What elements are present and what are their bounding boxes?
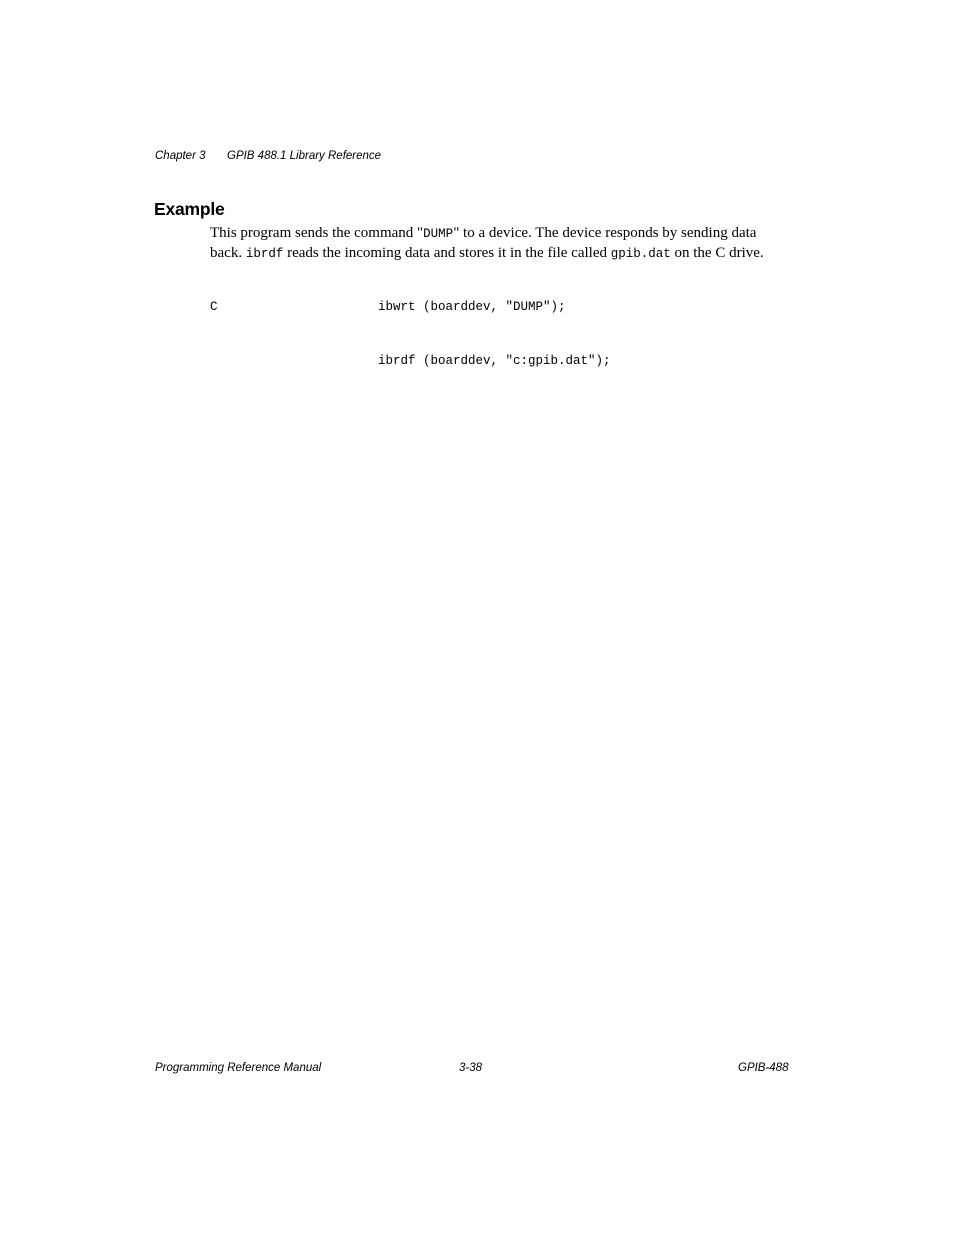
- section-heading-example: Example: [154, 199, 225, 219]
- code-line: ibrdf (boarddev, "c:gpib.dat");: [378, 354, 611, 368]
- inline-code-ibrdf: ibrdf: [245, 247, 284, 261]
- text-run: back.: [210, 245, 246, 261]
- code-line: ibwrt (boarddev, "DUMP");: [378, 300, 566, 314]
- text-run: reads the incoming data and stores it in the file called: [283, 245, 611, 261]
- example-description: [210, 224, 800, 264]
- inline-code-dump: DUMP: [423, 227, 454, 241]
- inline-code-filename: gpib.dat: [610, 247, 671, 261]
- code-row-2: [210, 352, 611, 370]
- text-run: " to a device. The device responds by sending data: [453, 225, 757, 241]
- chapter-label: Chapter 3: [155, 150, 206, 162]
- footer-product-name: GPIB-488: [738, 1062, 789, 1074]
- code-row-1: [210, 298, 611, 316]
- footer-manual-title: Programming Reference Manual: [155, 1062, 322, 1074]
- text-run: on the C drive.: [670, 245, 764, 261]
- text-run: This program sends the command ": [210, 225, 424, 241]
- footer-page-number: 3-38: [459, 1062, 483, 1074]
- description-line-2: [210, 244, 800, 264]
- running-header: [155, 150, 381, 162]
- code-language-label: C: [210, 300, 218, 314]
- chapter-title: GPIB 488.1 Library Reference: [227, 150, 382, 162]
- code-example: [210, 262, 611, 406]
- description-line-1: [210, 224, 800, 244]
